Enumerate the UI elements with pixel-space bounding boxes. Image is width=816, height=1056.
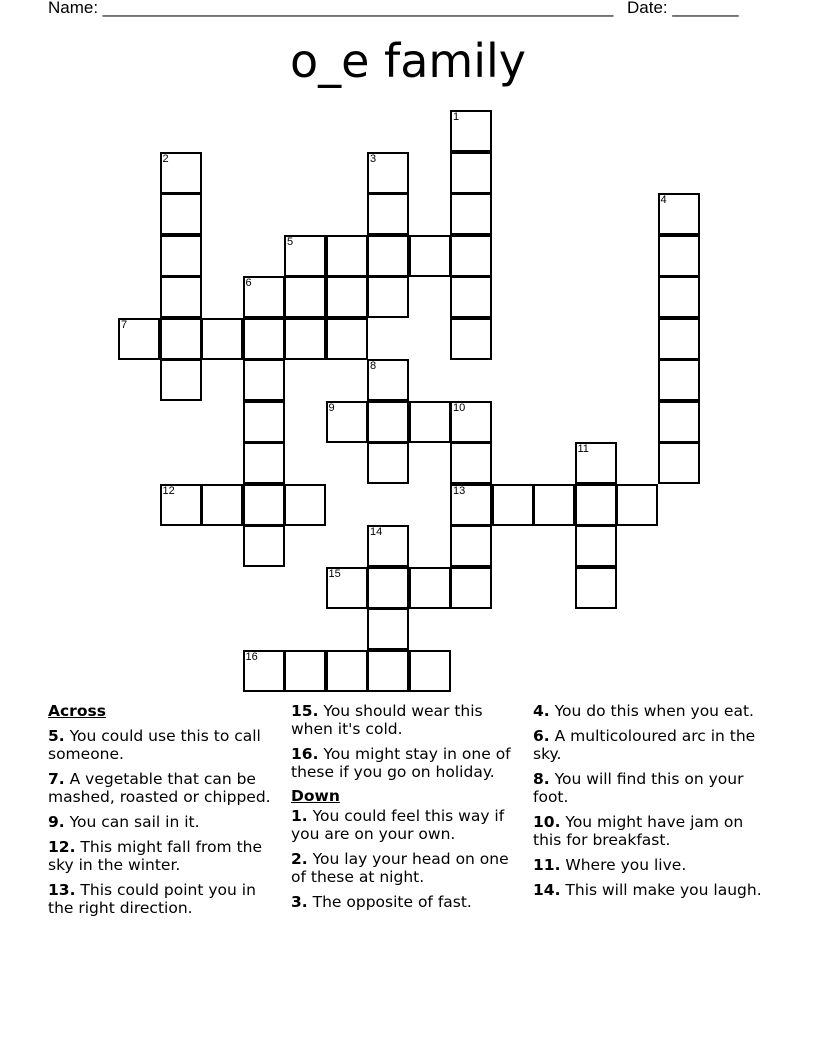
clue-down-11: 11. Where you live.: [533, 856, 687, 874]
grid-cell[interactable]: [450, 110, 492, 152]
grid-cell[interactable]: [575, 442, 617, 484]
grid-cell[interactable]: [450, 152, 492, 194]
clue-down-3: 3. The opposite of fast.: [291, 893, 472, 911]
grid-cell[interactable]: [284, 235, 326, 277]
grid-cell[interactable]: [367, 525, 409, 567]
clue-down-14: 14. This will make you laugh.: [533, 881, 762, 899]
grid-cell[interactable]: [450, 318, 492, 360]
grid-cell[interactable]: [450, 484, 492, 526]
clue-across-15: 15. You should wear this when it's cold.: [291, 702, 483, 738]
grid-cell[interactable]: [616, 484, 658, 526]
clue-across-7: 7. A vegetable that can be mashed, roasted or chipped.: [48, 770, 271, 806]
clue-across-5: 5. You could use this to call someone.: [48, 727, 261, 763]
grid-cell[interactable]: [658, 318, 700, 360]
grid-cell[interactable]: [367, 235, 409, 277]
clue-number: 15: [328, 567, 341, 580]
grid-cell[interactable]: [367, 608, 409, 650]
grid-cell[interactable]: [450, 235, 492, 277]
grid-cell[interactable]: [450, 401, 492, 443]
grid-cell[interactable]: [658, 401, 700, 443]
grid-cell[interactable]: [367, 193, 409, 235]
clue-number: 11: [577, 443, 589, 455]
grid-cell[interactable]: [160, 193, 202, 235]
grid-cell[interactable]: [575, 525, 617, 567]
grid-cell[interactable]: [118, 318, 160, 360]
grid-cell[interactable]: [492, 484, 534, 526]
grid-cell[interactable]: [409, 650, 451, 692]
clue-number: 9: [328, 401, 335, 414]
clue-number: 12: [162, 484, 175, 497]
clue-number: 6: [245, 277, 252, 289]
grid-cell[interactable]: [243, 484, 285, 526]
grid-cell[interactable]: [284, 318, 326, 360]
grid-cell[interactable]: [201, 318, 243, 360]
grid-cell[interactable]: [284, 276, 326, 318]
grid-cell[interactable]: [160, 484, 202, 526]
clue-number: 13: [453, 484, 466, 497]
grid-cell[interactable]: [450, 193, 492, 235]
grid-cell[interactable]: [658, 442, 700, 484]
clue-number: 2: [162, 152, 169, 165]
clue-column-3: [533, 700, 763, 899]
grid-cell[interactable]: [326, 276, 368, 318]
clue-column-2: [291, 700, 527, 911]
clue-number: 16: [245, 650, 258, 663]
grid-cell[interactable]: [326, 401, 368, 443]
grid-cell[interactable]: [367, 442, 409, 484]
name-line: Name: ______________________________________________________: [48, 0, 614, 17]
grid-cell[interactable]: [450, 442, 492, 484]
grid-cell[interactable]: [409, 567, 451, 609]
grid-cell[interactable]: [367, 401, 409, 443]
grid-cell[interactable]: [409, 235, 451, 277]
grid-cell[interactable]: [160, 276, 202, 318]
grid-cell[interactable]: [160, 359, 202, 401]
grid-cell[interactable]: [575, 484, 617, 526]
grid-cell[interactable]: [409, 401, 451, 443]
clue-across-16: 16. You might stay in one of these if you go on holiday.: [291, 745, 511, 781]
grid-cell[interactable]: [284, 484, 326, 526]
clue-number: 8: [370, 360, 377, 372]
clue-down-8: 8. You will find this on your foot.: [533, 770, 744, 806]
grid-cell[interactable]: [326, 567, 368, 609]
grid-cell[interactable]: [243, 650, 285, 692]
clue-column-1: [48, 700, 280, 917]
grid-cell[interactable]: [658, 235, 700, 277]
clue-across-12: 12. This might fall from the sky in the winter.: [48, 838, 263, 874]
clue-number: 7: [121, 318, 128, 331]
clue-down-10: 10. You might have jam on this for breakfast.: [533, 813, 744, 849]
grid-cell[interactable]: [243, 442, 285, 484]
grid-cell[interactable]: [201, 484, 243, 526]
clue-down-4: 4. You do this when you eat.: [533, 702, 754, 720]
grid-cell[interactable]: [326, 318, 368, 360]
grid-cell[interactable]: [450, 276, 492, 318]
clue-across-9: 9. You can sail in it.: [48, 813, 200, 831]
grid-cell[interactable]: [367, 567, 409, 609]
grid-cell[interactable]: [326, 235, 368, 277]
clue-number: 5: [287, 235, 294, 248]
grid-cell[interactable]: [658, 276, 700, 318]
grid-cell[interactable]: [243, 401, 285, 443]
grid-cell[interactable]: [575, 567, 617, 609]
down-heading: Down: [291, 787, 340, 805]
clue-number: 14: [370, 526, 383, 538]
clue-number: 4: [660, 194, 667, 206]
grid-cell[interactable]: [450, 567, 492, 609]
grid-cell[interactable]: [533, 484, 575, 526]
crossword-grid: [118, 110, 700, 692]
date-line: Date: _______: [627, 0, 739, 17]
grid-cell[interactable]: [367, 152, 409, 194]
grid-cell[interactable]: [367, 276, 409, 318]
grid-cell[interactable]: [243, 276, 285, 318]
clue-number: 1: [453, 111, 460, 123]
page-title: o_e family: [289, 34, 527, 88]
across-heading: Across: [48, 702, 106, 720]
grid-cell[interactable]: [160, 318, 202, 360]
grid-cell[interactable]: [658, 193, 700, 235]
grid-cell[interactable]: [367, 650, 409, 692]
grid-cell[interactable]: [284, 650, 326, 692]
grid-cell[interactable]: [326, 650, 368, 692]
clue-down-6: 6. A multicoloured arc in the sky.: [533, 727, 756, 763]
grid-cell[interactable]: [160, 235, 202, 277]
grid-cell[interactable]: [243, 525, 285, 567]
clue-down-1: 1. You could feel this way if you are on your own.: [291, 807, 505, 843]
clue-number: 3: [370, 152, 377, 165]
grid-cell[interactable]: [243, 359, 285, 401]
grid-cell[interactable]: [450, 525, 492, 567]
clue-down-2: 2. You lay your head on one of these at night.: [291, 850, 509, 886]
clue-number: 10: [453, 401, 466, 414]
grid-cell[interactable]: [658, 359, 700, 401]
grid-cell[interactable]: [367, 359, 409, 401]
grid-cell[interactable]: [243, 318, 285, 360]
clue-across-13: 13. This could point you in the right direction.: [48, 881, 256, 917]
grid-cell[interactable]: [160, 152, 202, 194]
